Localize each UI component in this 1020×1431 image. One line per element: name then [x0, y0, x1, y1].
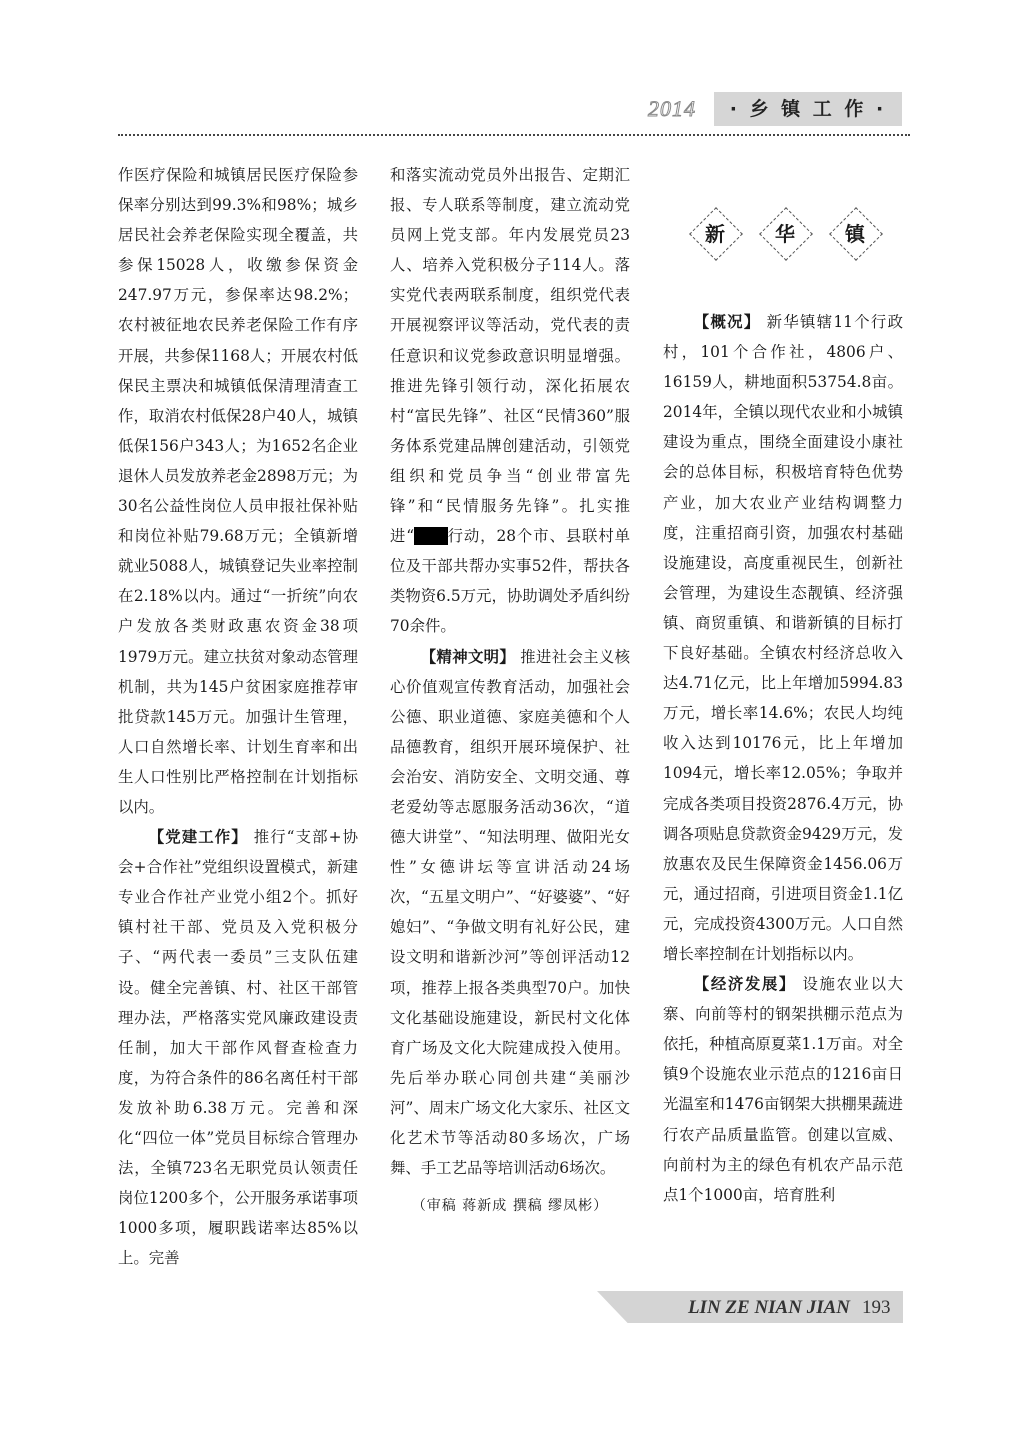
paragraph [663, 969, 903, 1210]
paragraph-body: 推进社会主义核心价值观宣传教育活动，加强社会公德、职业道德、家庭美德和个人品德教育，组织开展环境保护、社会治安、消防安全、文明交通、尊老爱幼等志愿服务活动36次，“道德大讲堂”、“知法明理、做阳光女性”女德讲坛等宣讲活动24场次，“五星文明户”、“好婆婆”、“好媳妇”、“争做文明有礼好公民，建设文明和谐新沙河”等创评活动12项，推荐上报各类典型70户。加快文化基础设施建设，新民村文化体育广场及文化大院建成投入使用。先后举办联心同创共建“美丽沙河”、周末广场文化大家乐、社区文化艺术节等活动80多场次，广场舞、手工艺品等培训活动6场次。 [390, 647, 630, 1178]
section-heading: 【概况】 [693, 313, 761, 331]
town-title-char: 新 [705, 222, 725, 246]
page-number: 193 [862, 1297, 891, 1318]
paragraph [390, 160, 630, 642]
paragraph: 作医疗保险和城镇居民医疗保险参保率分别达到99.3%和98%；城乡居民社会养老保险实现全覆盖，共参保15028人，收缴参保资金247.97万元，参保率达98.2%；农村被征地农民养老保险工作有序开展，共参保1168人；开展农村低保民主票决和城镇低保清理清查工作，取消农村低保28户40人，城镇低保156户343人；为1652名企业退休人员发放养老金2898万元；为30名公益性岗位人员申报社保补贴和岗位补贴79.68万元；全镇新增就业5088人，城镇登记失业率控制在2.18%以内。通过“一折统”向农户发放各类财政惠农资金38项1979万元。建立扶贫对象动态管理机制，共为145户贫困家庭推荐审批贷款145万元。加强计生管理，人口自然增长率、计划生育率和出生人口性别比严格控制在计划指标以内。 [118, 166, 358, 816]
section-heading: 【精神文明】 [420, 647, 516, 666]
paragraph-body: 推行“支部+协会+合作社”党组织设置模式，新建专业合作社产业党小组2个。抓好镇村社干部、党员及入党积极分子、“两代表一委员”三支队伍建设。健全完善镇、村、社区干部管理办法，严格落实党风廉政建设责任制，加大干部作风督查检查力度，为符合条件的86名离任村干部发放补助6.38万元。完善和深化“四位一体”党员目标综合管理办法，全镇723名无职党员认领责任岗位1200多个，公开服务承诺事项1000多项，履职践诺率达85%以上。完善 [118, 828, 358, 1268]
section-heading: 【经济发展】 [693, 975, 796, 994]
journal-name: LIN ZE NIAN JIAN [687, 1297, 850, 1318]
redacted-text: 双联 [414, 527, 448, 546]
section-title: · 乡 镇 工 作 · [714, 92, 902, 126]
column-1 [118, 160, 358, 1273]
town-title-char: 华 [775, 222, 795, 246]
section-heading: 【党建工作】 [148, 828, 248, 847]
paragraph-body: 新华镇辖11个行政村，101个合作社，4806户、16159人，耕地面积53754.8亩。2014年，全镇以现代农业和小城镇建设为重点，围绕全面建设小康社会的总体目标，积极培育特色优势产业，加大农业产业结构调整力度，注重招商引资，加强农村基础设施建设，高度重视民生，创新社会管理，为建设生态靓镇、经济强镇、商贸重镇、和谐新镇的目标打下良好基础。全镇农村经济总收入达4.71亿元，比上年增加5994.83万元，增长率14.6%；农民人均纯收入达到10176元，比上年增加1094元，增长率12.05%；争取并完成各类项目投资2876.4万元，协调各项贴息贷款资金9429万元，发放惠农及民生保障资金1456.06万元，通过招商，引进项目资金1.1亿元，完成投资4300万元。人口自然增长率控制在计划指标以内。 [663, 313, 903, 963]
paragraph-body: 设施农业以大寨、向前等村的钢架拱棚示范点为依托，种植高原夏菜1.1万亩。对全镇9个设施农业示范点的1216亩日光温室和1476亩钢架大拱棚果蔬进行农产品质量监管。创建以宣威、向前村为主的绿色有机农产品示范点1个1000亩，培育胜利 [663, 975, 903, 1204]
column-2 [390, 160, 630, 1221]
paragraph [663, 307, 903, 969]
author-credit: （审稿 蒋新成 撰稿 缪凤彬） [411, 1198, 609, 1215]
paragraph [118, 822, 358, 1273]
header-year: 2014 [648, 96, 696, 121]
column-3 [663, 307, 903, 1210]
header-divider [118, 134, 910, 136]
paragraph [390, 642, 630, 1184]
paragraph-body: 和落实流动党员外出报告、定期汇报、专人联系等制度，建立流动党员网上党支部。年内发展党员23人、培养入党积极分子114人。落实党代表两联系制度，组织党代表开展视察评议等活动，党代表的责任意识和议党参政意识明显增强。推进先锋引领行动，深化拓展农村“富民先锋”、社区“民情360”服务体系党建品牌创建活动，引领党组织和党员争当“创业带富先锋”和“民情服务先锋”。扎实推进“ [390, 166, 630, 546]
town-title [690, 205, 880, 261]
town-title-char: 镇 [845, 222, 865, 246]
paragraph-body: 行动，28个市、县联村单位及干部共帮办实事52件，帮扶各类物资6.5万元，协助调处矛盾纠纷70余件。 [390, 527, 630, 636]
